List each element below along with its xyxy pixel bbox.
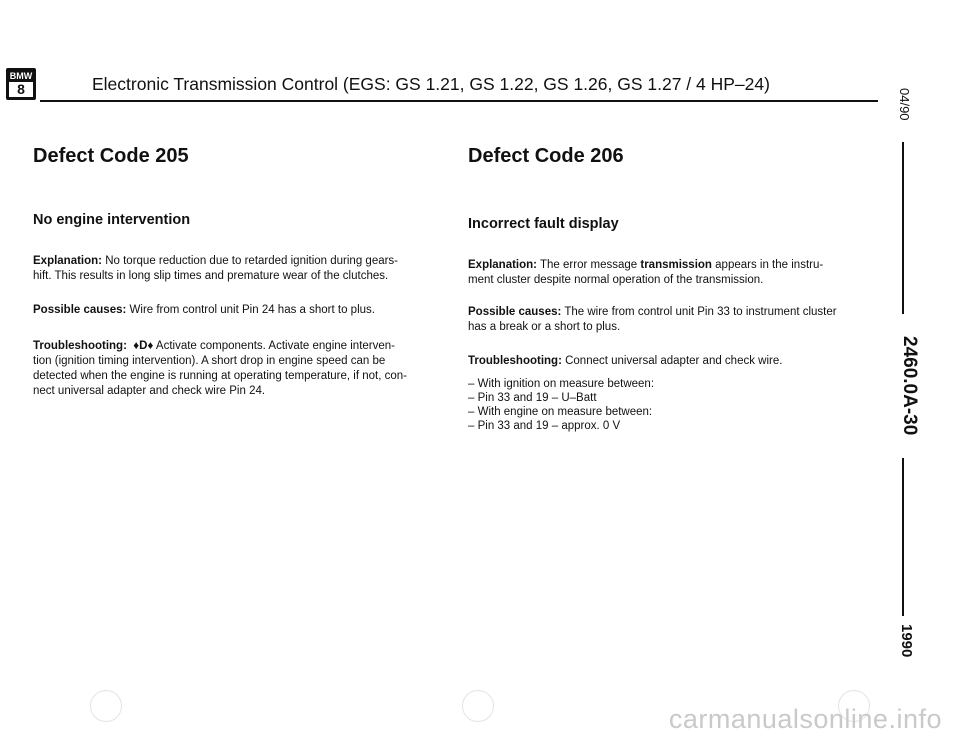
side-rule-2 xyxy=(902,458,904,616)
side-rule-1 xyxy=(902,142,904,314)
causes-label: Possible causes: xyxy=(468,306,562,318)
measurement-step: – Pin 33 and 19 – approx. 0 V xyxy=(468,420,621,432)
side-date: 04/90 xyxy=(897,88,912,121)
defect-205-subtitle: No engine intervention xyxy=(33,212,191,228)
causes-text: Wire from control unit Pin 24 has a short to plus. xyxy=(129,304,375,316)
watermark: carmanualsonline.info xyxy=(668,704,942,734)
defect-206-subtitle: Incorrect fault display xyxy=(468,216,619,232)
defect-205-causes xyxy=(33,303,443,318)
measurement-step: – With ignition on measure between: xyxy=(468,378,655,390)
troubleshooting-text: Connect universal adapter and check wire. xyxy=(565,355,783,367)
defect-code-206-title: Defect Code 206 xyxy=(468,145,624,167)
causes-label: Possible causes: xyxy=(33,304,127,316)
troubleshooting-line2: tion (ignition timing intervention). A short drop in engine speed can be xyxy=(33,355,386,367)
explanation-text-line2: ment cluster despite normal operation of the transmission. xyxy=(468,274,764,286)
explanation-label: Explanation: xyxy=(468,259,538,271)
defect-206-troubleshooting xyxy=(468,354,868,369)
explanation-text-pre: The error message xyxy=(540,259,638,271)
punch-hole-mark xyxy=(462,690,494,722)
defect-205-troubleshooting xyxy=(33,339,443,399)
explanation-keyword: transmission xyxy=(640,259,712,271)
logo-brand: BMW xyxy=(9,71,33,81)
side-doc-number: 2460.0A-30 xyxy=(899,336,920,436)
causes-text-line2: has a break or a short to plus. xyxy=(468,321,621,333)
explanation-text-line1: No torque reduction due to retarded ignition during gears- xyxy=(105,255,399,267)
side-year: 1990 xyxy=(898,624,915,658)
measurement-step: – Pin 33 and 19 – U–Batt xyxy=(468,392,597,404)
punch-hole-mark xyxy=(90,690,122,722)
troubleshooting-line4: nect universal adapter and check wire Pin 24. xyxy=(33,385,266,397)
troubleshooting-label: Troubleshooting: xyxy=(468,355,562,367)
defect-code-205-title: Defect Code 205 xyxy=(33,145,189,167)
explanation-text-post: appears in the instru- xyxy=(715,259,824,271)
bmw-8-logo xyxy=(6,68,36,100)
troubleshooting-label: Troubleshooting: xyxy=(33,340,127,352)
logo-series-number: 8 xyxy=(17,81,25,97)
causes-text-line1: The wire from control unit Pin 33 to instrument cluster xyxy=(564,306,837,318)
header-rule xyxy=(40,100,878,102)
troubleshooting-symbol: ♦D♦ xyxy=(133,340,154,352)
troubleshooting-line1: Activate components. Activate engine interven- xyxy=(155,340,395,352)
explanation-label: Explanation: xyxy=(33,255,103,267)
defect-205-explanation xyxy=(33,254,443,284)
defect-206-causes xyxy=(468,305,868,335)
defect-206-explanation xyxy=(468,258,868,288)
troubleshooting-line3: detected when the engine is running at operating temperature, if not, con- xyxy=(33,370,407,382)
explanation-text-line2: hift. This results in long slip times and premature wear of the clutches. xyxy=(33,270,389,282)
measurement-step: – With engine on measure between: xyxy=(468,406,653,418)
page-header-title: Electronic Transmission Control (EGS: GS 1.21, GS 1.22, GS 1.26, GS 1.27 / 4 HP–24) xyxy=(92,74,770,94)
